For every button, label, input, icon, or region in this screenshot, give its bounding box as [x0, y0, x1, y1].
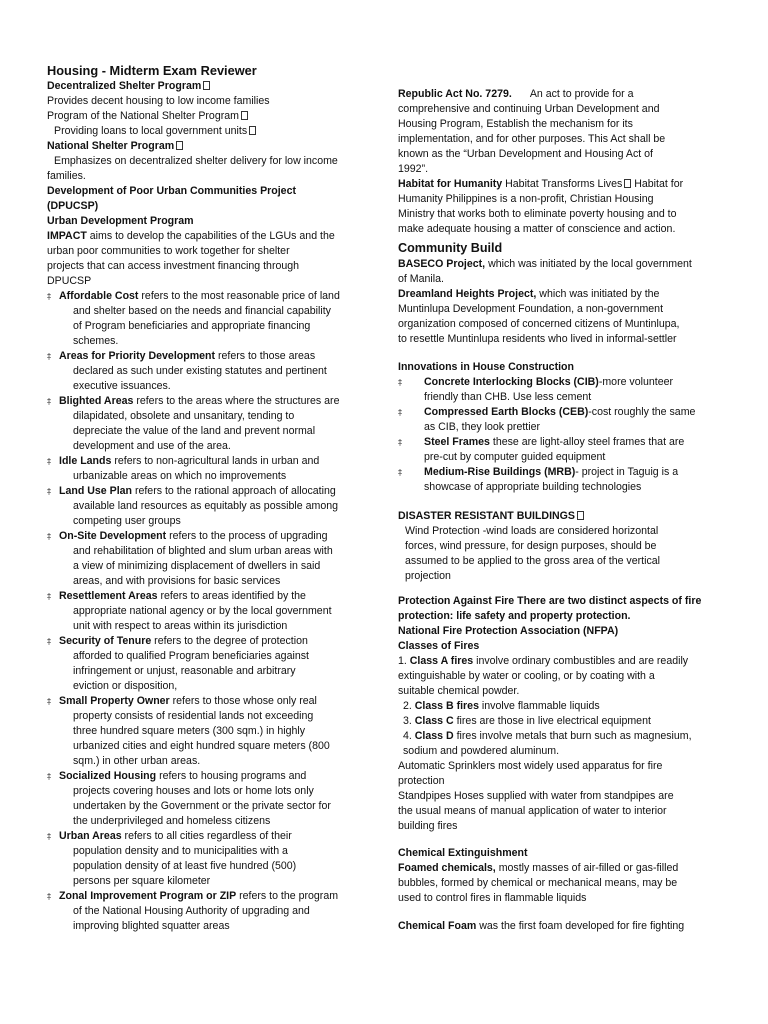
text-line: IMPACT aims to develop the capabilities of the LGUs and the	[47, 230, 335, 242]
text-line: comprehensive and continuing Urban Development and	[398, 103, 660, 115]
text-line: 1992”.	[398, 163, 429, 175]
missing-glyph-icon	[203, 81, 210, 90]
definition-term: On-Site Development	[59, 530, 167, 542]
text-line: population density and to municipalities with a	[73, 845, 288, 857]
text-line: protection	[398, 775, 445, 787]
definition-item: ‡ Idle Lands refers to non-agricultural lands in urban and urbanizable areas on which no improvements	[47, 454, 377, 484]
text-line: Automatic Sprinklers most widely used apparatus for fire	[398, 760, 663, 772]
sprinklers-text	[398, 759, 724, 789]
dreamland-line: Dreamland Heights Project, which was initiated by the	[398, 288, 660, 300]
bullet-icon: ‡	[47, 457, 51, 466]
text-line: bubbles, formed by chemical or mechanical means, may be	[398, 877, 678, 889]
definition-item: ‡ Areas for Priority Development refers to those areas declared as such under existing statutes and pertinent executive issuances.	[47, 349, 377, 394]
text-line: families.	[47, 170, 86, 182]
text-line: National Fire Protection Association (NFPA)	[398, 625, 619, 637]
definition-item: ‡ Security of Tenure refers to the degree of protection afforded to qualified Program beneficiaries against infringement or unjust, reasonable and arbitrary eviction or disposition,	[47, 634, 377, 694]
bullet-icon: ‡	[47, 532, 51, 541]
text-line: the underprivileged and homeless citizens	[73, 815, 271, 827]
text-line: and shelter based on the needs and financial capability	[73, 305, 331, 317]
definition-term: Affordable Cost	[59, 290, 139, 302]
text-line: Housing Program, Establish the mechanism for its	[398, 118, 633, 130]
text-line: appropriate national agency or by the local government	[73, 605, 332, 617]
text-line: Providing loans to local government units	[47, 124, 377, 139]
text-line: projects covering houses and lots or home lots only	[73, 785, 314, 797]
innovation-item: ‡ Medium-Rise Buildings (MRB)- project in Taguig is a showcase of appropriate building technologies	[398, 465, 724, 495]
definition-item: ‡ Urban Areas refers to all cities regardless of their population density and to municipalities with a population density of at least five hundred (500) persons per square kilometer	[47, 829, 377, 889]
text-line: available land resources as equitably as possible among	[73, 500, 339, 512]
text-line: Emphasizes on decentralized shelter delivery for low income	[54, 155, 338, 167]
definition-term: Security of Tenure	[59, 635, 152, 647]
text-line: population density of at least five hundred (500)	[73, 860, 297, 872]
bullet-icon: ‡	[47, 832, 51, 841]
text-line: urban poor communities to work together for shelter	[47, 245, 290, 257]
text-line: unit with respect to areas within its jurisdiction	[73, 620, 288, 632]
bullet-icon: ‡	[47, 487, 51, 496]
innovations-heading: Innovations in House Construction	[398, 361, 574, 373]
text-line: projects that can access investment financing through	[47, 260, 300, 272]
right-column	[398, 87, 724, 934]
class-c-fires: 3. Class C fires are those in live electrical equipment	[403, 715, 651, 727]
text-line: of Manila.	[398, 273, 444, 285]
text-line: declared as such under existing statutes and pertinent	[73, 365, 327, 377]
text-line: extinguishable by water or cooling, or by coating with a	[398, 670, 655, 682]
text-line: three hundred square meters (300 sqm.) in highly	[73, 725, 306, 737]
section-heading: Urban Development Program	[47, 215, 194, 227]
bullet-icon: ‡	[398, 438, 402, 447]
class-d-fires: 4. Class D fires involve metals that burn such as magnesium, sodium and powdered aluminum.	[398, 729, 724, 759]
habitat-text	[398, 192, 724, 237]
bullet-icon: ‡	[47, 892, 51, 901]
innovation-item: ‡ Compressed Earth Blocks (CEB)-cost roughly the same as CIB, they look prettier	[398, 405, 724, 435]
text-line: make adequate housing a matter of conscience and action.	[398, 223, 676, 235]
text-line: eviction or disposition,	[73, 680, 178, 692]
text-line: depreciate the value of the land and prevent normal	[73, 425, 316, 437]
baseco-text	[398, 272, 724, 287]
class-a-fires: 1. Class A fires involve ordinary combustibles and are readily extinguishable by water or cooling, or by coating with a suitable chemical powder.	[398, 654, 724, 699]
definition-term: Blighted Areas	[59, 395, 134, 407]
class-b-fires: 2. Class B fires involve flammable liquids	[403, 700, 600, 712]
bullet-icon: ‡	[47, 292, 51, 301]
definition-item: ‡ Affordable Cost refers to the most reasonable price of land and shelter based on the needs and financial capability of Program beneficiaries and appropriate financing schemes.	[47, 289, 377, 349]
definition-item: ‡ On-Site Development refers to the process of upgrading and rehabilitation of blighted and slum urban areas with a view of minimizing displacement of dwellers in said areas, and with provisions for basic services	[47, 529, 377, 589]
document-title: Housing - Midterm Exam Reviewer	[47, 63, 257, 78]
text-line: persons per square kilometer	[73, 875, 211, 887]
bullet-icon: ‡	[398, 408, 402, 417]
chemical-foam-line: Chemical Foam was the first foam developed for fire fighting	[398, 920, 685, 932]
definition-term: Areas for Priority Development	[59, 350, 216, 362]
bullet-icon: ‡	[47, 592, 51, 601]
text-line: projection	[405, 570, 451, 582]
section-heading: (DPUCSP)	[47, 200, 99, 212]
text-line: showcase of appropriate building technologies	[424, 481, 642, 493]
bullet-icon: ‡	[47, 397, 51, 406]
text-line: dilapidated, obsolete and unsanitary, tending to	[73, 410, 295, 422]
text-line: known as the “Urban Development and Housing Act of	[398, 148, 653, 160]
definition-term: Zonal Improvement Program or ZIP	[59, 890, 237, 902]
section-heading: National Shelter Program	[47, 139, 377, 154]
bullet-icon: ‡	[47, 637, 51, 646]
section-heading: Development of Poor Urban Communities Project	[47, 185, 296, 197]
text-line: and rehabilitation of blighted and slum urban areas with	[73, 545, 333, 557]
text-line: executive issuances.	[73, 380, 171, 392]
definition-term: Resettlement Areas	[59, 590, 158, 602]
text-line: areas, and with provisions for basic services	[73, 575, 281, 587]
text-line: pre-cut by computer guided equipment	[424, 451, 606, 463]
definition-term: Urban Areas	[59, 830, 122, 842]
text-line: undertaken by the Government or the private sector for	[73, 800, 331, 812]
text-line: Classes of Fires	[398, 640, 480, 652]
definition-term: Small Property Owner	[59, 695, 170, 707]
text-line: sqm.) in other urban areas.	[73, 755, 201, 767]
foamed-chemicals-line: Foamed chemicals, mostly masses of air-filled or gas-filled	[398, 862, 679, 874]
text-line: DPUCSP	[47, 275, 92, 287]
text-line: a view of minimizing displacement of dwellers in said	[73, 560, 321, 572]
habitat-line: Habitat for Humanity Habitat Transforms Lives Habitat for	[398, 178, 684, 190]
definitions-list	[47, 289, 377, 934]
bullet-icon: ‡	[47, 352, 51, 361]
text-line: Wind Protection -wind loads are considered horizontal	[405, 525, 659, 537]
missing-glyph-icon	[241, 111, 248, 120]
text-line: as CIB, they look prettier	[424, 421, 540, 433]
left-intro	[47, 79, 377, 289]
text-line: of Program beneficiaries and appropriate financing	[73, 320, 311, 332]
text-line: Humanity Philippines is a non-profit, Christian Housing	[398, 193, 654, 205]
fire-protection-text	[398, 594, 724, 654]
text-line: infringement or unjust, reasonable and arbitrary	[73, 665, 296, 677]
definition-term: Idle Lands	[59, 455, 112, 467]
text-line: improving blighted squatter areas	[73, 920, 230, 932]
text-line: urbanizable areas on which no improvements	[73, 470, 287, 482]
text-line: urbanized cities and eight hundred square meters (800	[73, 740, 330, 752]
text-line: to resettle Muntinlupa residents who lived in informal-settler	[398, 333, 677, 345]
text-line: organization composed of concerned citizens of Muntinlupa,	[398, 318, 680, 330]
innovation-item: ‡ Steel Frames these are light-alloy steel frames that are pre-cut by computer guided equipment	[398, 435, 724, 465]
missing-glyph-icon	[176, 141, 183, 150]
text-line: Ministry that works both to eliminate poverty housing and to	[398, 208, 677, 220]
innovation-item: ‡ Concrete Interlocking Blocks (CIB)-more volunteer friendly than CHB. Use less cement	[398, 375, 724, 405]
republic-act-text	[398, 102, 724, 177]
wind-protection-text	[398, 524, 724, 584]
disaster-heading: DISASTER RESISTANT BUILDINGS	[398, 509, 724, 524]
bullet-icon: ‡	[47, 772, 51, 781]
bullet-icon: ‡	[47, 697, 51, 706]
missing-glyph-icon	[577, 511, 584, 520]
innovations-list	[398, 375, 724, 495]
text-line: building fires	[398, 820, 458, 832]
section-heading: Decentralized Shelter Program	[47, 79, 377, 94]
text-line: property consists of residential lands not exceeding	[73, 710, 314, 722]
missing-glyph-icon	[249, 126, 256, 135]
community-build-heading: Community Build	[398, 241, 503, 255]
text-line: used to control fires in flammable liquids	[398, 892, 587, 904]
text-line: assumed to be applied to the gross area of the vertical	[405, 555, 660, 567]
text-line: development and use of the area.	[73, 440, 231, 452]
republic-act-line: Republic Act No. 7279. An act to provide for a	[398, 88, 634, 100]
text-line: forces, wind pressure, for design purposes, should be	[405, 540, 657, 552]
definition-item: ‡ Small Property Owner refers to those whose only real property consists of residential lands not exceeding three hundred square meters (300 sqm.) in highly urbanized cities and eight hundred square meters (800 sqm.) in other urban areas.	[47, 694, 377, 769]
bullet-icon: ‡	[398, 468, 402, 477]
definition-item: ‡ Land Use Plan refers to the rational approach of allocating available land resources as equitably as possible among competing user groups	[47, 484, 377, 529]
text-line: the usual means of manual application of water to interior	[398, 805, 667, 817]
text-line: Program of the National Shelter Program	[47, 109, 377, 124]
text-line: afforded to qualified Program beneficiaries against	[73, 650, 309, 662]
dreamland-text	[398, 302, 724, 347]
definition-term: Socialized Housing	[59, 770, 157, 782]
left-column	[47, 62, 377, 934]
definition-item: ‡ Resettlement Areas refers to areas identified by the appropriate national agency or by the local government unit with respect to areas within its jurisdiction	[47, 589, 377, 634]
text-line: competing user groups	[73, 515, 181, 527]
text-line: Standpipes Hoses supplied with water from standpipes are	[398, 790, 674, 802]
bullet-icon: ‡	[398, 378, 402, 387]
text-line: friendly than CHB. Use less cement	[424, 391, 592, 403]
text-line: protection: life safety and property protection.	[398, 610, 631, 622]
text-line: schemes.	[73, 335, 119, 347]
text-line: Protection Against Fire There are two distinct aspects of fire	[398, 595, 702, 607]
text-line: sodium and powdered aluminum.	[403, 745, 560, 757]
chemical-extinguishment-heading: Chemical Extinguishment	[398, 847, 528, 859]
standpipes-text	[398, 789, 724, 834]
foamed-chemicals-text	[398, 876, 724, 906]
baseco-line: BASECO Project, which was initiated by the local government	[398, 258, 692, 270]
text-line: Provides decent housing to low income families	[47, 95, 270, 107]
text-line: Muntinlupa Development Foundation, a non-government	[398, 303, 664, 315]
definition-item: ‡ Zonal Improvement Program or ZIP refers to the program of the National Housing Authority of upgrading and improving blighted squatter areas	[47, 889, 377, 934]
definition-term: Land Use Plan	[59, 485, 132, 497]
text-line: of the National Housing Authority of upgrading and	[73, 905, 310, 917]
text-line: implementation, and for other purposes. This Act shall be	[398, 133, 666, 145]
definition-item: ‡ Socialized Housing refers to housing programs and projects covering houses and lots or home lots only undertaken by the Government or the private sector for the underprivileged and homeless citizens	[47, 769, 377, 829]
definition-item: ‡ Blighted Areas refers to the areas where the structures are dilapidated, obsolete and unsanitary, tending to depreciate the value of the land and prevent normal development and use of the area.	[47, 394, 377, 454]
text-line: suitable chemical powder.	[398, 685, 520, 697]
